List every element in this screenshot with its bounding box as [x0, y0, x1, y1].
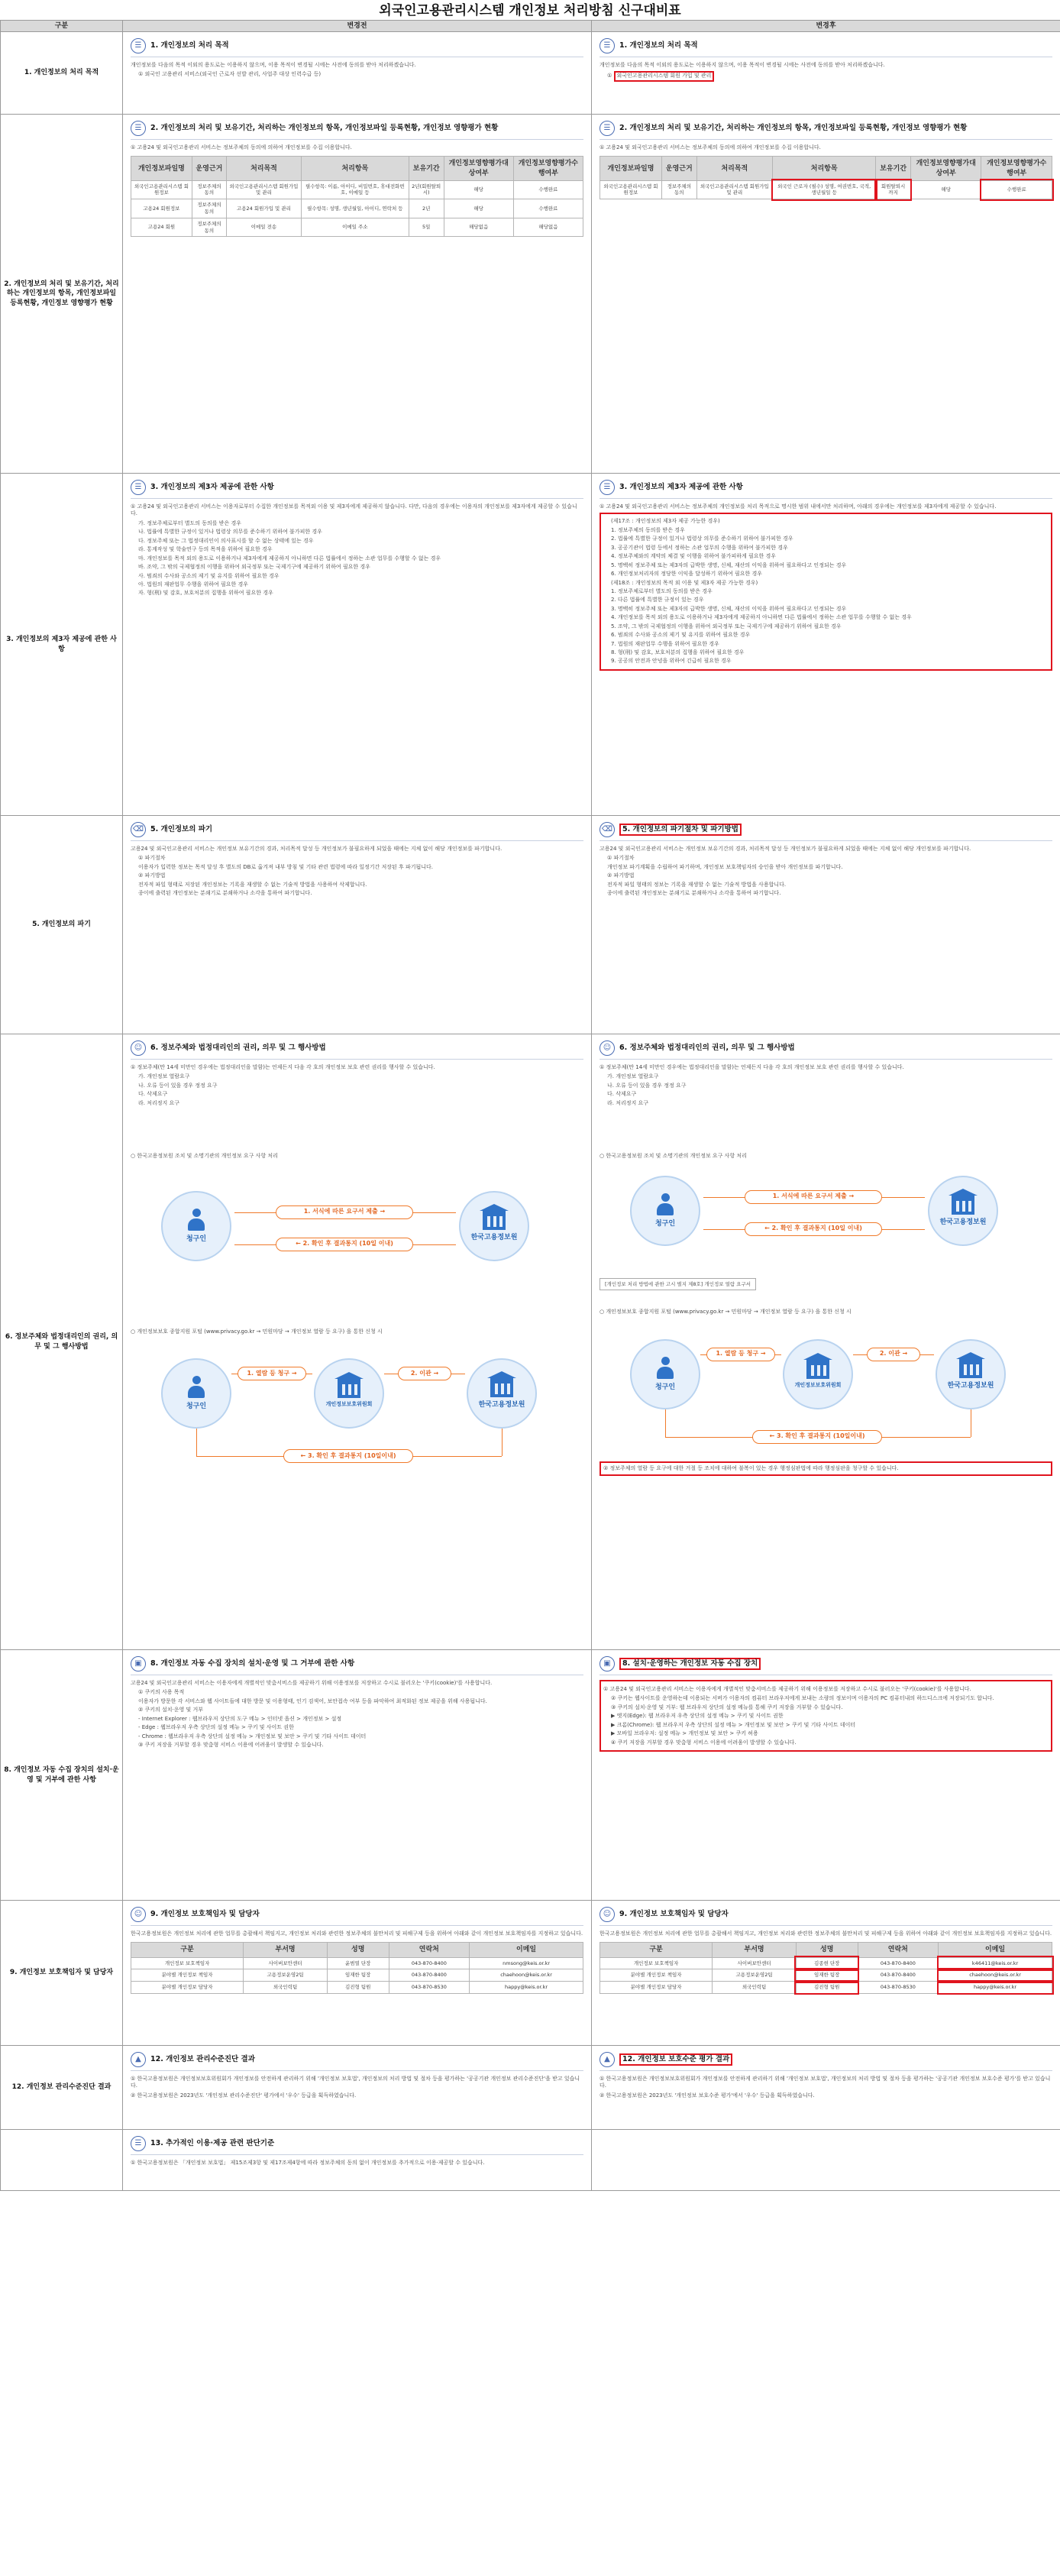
table-row [131, 218, 583, 237]
table-cell: 2년 [409, 199, 444, 218]
process-flow-1 [131, 1168, 583, 1298]
building-icon [490, 1377, 513, 1397]
table-header: 개인정보파일명 [600, 157, 662, 180]
header-category: 구분 [1, 21, 123, 32]
table-cell: 고용24 회원 [131, 218, 192, 237]
form-link[interactable]: [개인정보 처리 방법에 관한 고시 별지 제8호] 개인정보 열람 요구서 [599, 1278, 756, 1291]
table-cell: 사이버보안센터 [244, 1957, 328, 1969]
person-icon [186, 1376, 206, 1399]
table-row [600, 1982, 1052, 1994]
table-cell: 외국인력팀 [244, 1982, 328, 1994]
monitor-icon: ▣ [131, 1656, 146, 1671]
table-cell: chaehoon@keis.or.kr [470, 1969, 583, 1982]
table-header: 처리목적 [226, 157, 301, 180]
table-cell: 043-870-8530 [858, 1982, 939, 1994]
section-title: 12. 개인정보 보호수준 평가 결과 [619, 2053, 732, 2066]
list-item: 5. 조약, 그 밖의 국제협정의 이행을 위하여 외국정부 또는 국제기구에 제공하기 위하여 필요한 경우 [611, 623, 842, 629]
list-item: 2. 법률에 특별한 규정이 있거나 법령상 의무를 준수하기 위하여 불가피한 경우 [611, 536, 793, 542]
file-table-before [131, 156, 583, 237]
after-purpose: ☰ 1. 개인정보의 처리 목적 개인정보를 다음의 목적 이외의 용도로는 이용하지 않으며, 이용 목적이 변경될 시에는 사전에 동의를 받아 처리하겠습니다. ① 외국인고용관리시스템 회원 가입 및 관리 [592, 32, 1060, 115]
before-retention [123, 115, 592, 474]
agency-circle: 한국고용정보원 [467, 1358, 537, 1429]
paragraph: 한국고용정보원은 개인정보 처리에 관한 업무를 총괄해서 책임지고, 개인정보 처리와 관련한 정보주체의 불만처리 및 피해구제 등을 위하여 아래와 같이 개인정보 보호책임자를 지정하고 있습니다. [131, 1930, 583, 1937]
paragraph: ○ 개인정보보호 종합지원 포털 (www.privacy.go.kr → 민원마당 → 개인정보 열람 등 요구) 을 통한 신청 시 [599, 1309, 852, 1316]
section-title: 5. 개인정보의 파기 [150, 824, 213, 833]
flow-step: ← 2. 확인 후 결과통지 (10일 이내) [745, 1222, 882, 1236]
table-cell: 필수항목: 이름, 아이디, 비밀번호, 휴대전화번호, 이메일 등 [301, 180, 409, 199]
table-cell: 043-870-8530 [389, 1982, 470, 1994]
list-item: ▶ 크롬(Chrome): 웹 브라우저 우측 상단의 설정 메뉴 > 개인정보 및 보안 > 쿠키 및 기타 사이트 데이터 [611, 1721, 856, 1728]
list-item: 가. 개인정보 열람요구 [607, 1073, 659, 1080]
table-header: 부서명 [244, 1943, 328, 1957]
table-cell: happy@keis.or.kr [939, 1982, 1052, 1994]
list-item: 나. 오류 등이 있을 경우 정정 요구 [607, 1082, 687, 1089]
list-item: 6. 개인정보처리자의 정당한 이익을 달성하기 위하여 필요한 경우 [611, 571, 763, 578]
building-icon [806, 1359, 829, 1379]
paragraph: ② 한국고용정보원은 2023년도 '개인정보 관리수준진단' 평가에서 '우수' 등급을 획득하였습니다. [131, 2092, 357, 2099]
section-title: 3. 개인정보의 제3자 제공에 관한 사항 [619, 482, 743, 491]
section-title: 1. 개인정보의 처리 목적 [150, 40, 229, 50]
list-item: - Edge : 웹브라우저 우측 상단의 설정 메뉴 > 쿠키 및 사이트 권한 [138, 1724, 294, 1731]
table-header: 이메일 [939, 1943, 1052, 1957]
flow-step: 1. 열람 등 청구 → [706, 1348, 775, 1361]
table-cell: 사이버보안센터 [713, 1957, 797, 1969]
paragraph: ○ 한국고용정보원 조치 및 소명기관의 개인정보 요구 사항 처리 [131, 1153, 278, 1160]
table-header: 개인정보영향평가대상여부 [444, 157, 513, 180]
paragraph: ① 고용24 및 외국인고용관리 서비스는 정보주체의 동의에 의하여 개인정보를 수집 이용합니다. [131, 144, 352, 150]
table-cell: 김종현 단장 [796, 1957, 858, 1969]
table-cell: 김진형 팀원 [796, 1982, 858, 1994]
changed-highlight [599, 1680, 1052, 1752]
table-cell: 정보주체의 동의 [661, 180, 696, 199]
table-cell: 정보주체의 동의 [192, 218, 226, 237]
table-cell: 정보주체의 동의 [192, 180, 226, 199]
table-cell: 고용24 회원정보 [131, 199, 192, 218]
list-item: 6. 범죄의 수사와 공소의 제기 및 유지를 위하여 필요한 경우 [611, 632, 751, 639]
table-header: 성명 [796, 1943, 858, 1957]
table-cell: 분야별 개인정보 담당자 [600, 1982, 713, 1994]
flow-step: 1. 서식에 따른 요구서 제출 → [276, 1205, 413, 1219]
changed-highlight: ② 정보주체의 열람 등 요구에 대한 거절 등 조치에 대하여 불복이 있는 경우 행정심판법에 따라 행정심판을 청구할 수 있습니다. [599, 1461, 1052, 1476]
committee-circle: 개인정보보호위원회 [314, 1358, 384, 1429]
list-item: 7. 법원의 재판업무 수행을 위하여 필요한 경우 [611, 640, 719, 647]
list-item: ③ 쿠키 저장을 거부할 경우 맞춤형 서비스 이용에 어려움이 발생할 수 있습니다. [138, 1742, 324, 1749]
table-header: 부서명 [713, 1943, 797, 1957]
list-item: 가. 개인정보 열람요구 [138, 1073, 190, 1080]
table-header: 처리항목 [773, 157, 876, 180]
table-header: 처리항목 [301, 157, 409, 180]
row-label-third-party: 3. 개인정보의 제3자 제공에 관한 사항 [1, 474, 123, 816]
row-label-retention: 2. 개인정보의 처리 및 보유기간, 처리하는 개인정보의 항목, 개인정보파일 등록현황, 개인정보 영향평가 현황 [1, 115, 123, 474]
table-cell: 고용24 회원가입 및 관리 [226, 199, 301, 218]
before-destruction [123, 816, 592, 1034]
table-cell: 임재한 팀장 [796, 1969, 858, 1982]
table-cell: 해당없음 [444, 218, 513, 237]
officer-table-after [599, 1942, 1052, 1993]
monitor-icon: ▣ [599, 1656, 615, 1671]
list-item: 1. 정보주체의 동의를 받은 경우 [611, 526, 685, 533]
row-label-assessment: 12. 개인정보 관리수준진단 결과 [1, 2046, 123, 2130]
paragraph: 고용24 및 외국인고용관리 서비스는 개인정보 보유기간의 경과, 처리목적 달성 등 개인정보가 불필요하게 되었을 때에는 지체 없이 해당 개인정보를 파기합니다. [131, 846, 503, 852]
section-title: 8. 개인정보 자동 수집 장치의 설치·운영 및 그 거부에 관한 사항 [150, 1659, 355, 1668]
table-cell: k46411@keis.or.kr [939, 1957, 1052, 1969]
list-item: 전자적 파일 형태로 저장된 개인정보는 기록을 재생할 수 없는 기술적 방법을 사용하여 삭제합니다. [138, 881, 367, 888]
paragraph: 고용24 및 외국인고용관리 서비스는 개인정보 보유기간의 경과, 처리목적 달성 등 개인정보가 불필요하게 되었을 때에는 지체 없이 해당 개인정보를 파기합니다. [599, 846, 971, 852]
list-item: 나. 오류 등이 있을 경우 정정 요구 [138, 1082, 218, 1089]
list-item: ③ 쿠키의 설치·운영 및 거부: 웹 브라우저 상단의 설정 메뉴를 통해 쿠키 저장을 거부할 수 있습니다. [611, 1704, 843, 1710]
document-title: 외국인고용관리시스템 개인정보 처리방침 신구대비표 [379, 3, 681, 18]
list-item: 라. 처리정지 요구 [138, 1099, 180, 1106]
table-cell: 외국인력팀 [713, 1982, 797, 1994]
table-cell: 임재한 팀장 [327, 1969, 389, 1982]
table-row [600, 1957, 1052, 1969]
table-cell: 043-870-8400 [858, 1969, 939, 1982]
agency-circle: 한국고용정보원 [936, 1339, 1006, 1409]
before-third-party [123, 474, 592, 816]
after-officer [592, 1901, 1060, 2046]
paragraph: ① 정보주체(만 14세 미만인 경우에는 법정대리인을 말함)는 언제든지 다음 각 호의 개인정보 보호 관련 권리를 행사할 수 있습니다. [131, 1064, 435, 1070]
table-header: 운영근거 [661, 157, 696, 180]
table-cell: 외국인고용관리시스템 회원가입 및 관리 [226, 180, 301, 199]
table-header: 구분 [600, 1943, 713, 1957]
list-item: ① 외국인 고용관리 서비스(외국인 근로자 선발 관리, 사업주 대상 인력수급 등) [138, 71, 322, 78]
process-flow-2 [131, 1343, 583, 1473]
table-row [131, 1957, 583, 1969]
after-destruction [592, 816, 1060, 1034]
table-cell: 수행완료 [513, 199, 583, 218]
table-cell: happy@keis.or.kr [470, 1982, 583, 1994]
table-header: 개인정보영향평가대상여부 [910, 157, 981, 180]
table-cell: 수행완료 [513, 180, 583, 199]
list-item: 4. 정보주체와의 계약의 체결 및 이행을 위하여 불가피하게 필요한 경우 [611, 553, 777, 560]
file-table-after [599, 156, 1052, 199]
flow-step: ← 3. 확인 후 결과통지 (10일이내) [283, 1449, 413, 1463]
section-title: 1. 개인정보의 처리 목적 [619, 40, 698, 50]
section-title: 2. 개인정보의 처리 및 보유기간, 처리하는 개인정보의 항목, 개인정보파일 등록현황, 개인정보 영향평가 현황 [619, 123, 968, 132]
list-item: 아. 법원의 재판업무 수행을 위하여 필요한 경우 [138, 581, 249, 587]
document-icon: ☰ [599, 38, 615, 53]
list-item: ▶ 엣지(Edge): 웹 브라우저 우측 상단의 설정 메뉴 > 쿠키 및 사이트 권한 [611, 1713, 784, 1720]
paragraph: ① 한국고용정보원은 개인정보보호위원회가 개인정보를 안전하게 관리하기 위해 '개인정보 보호법', 개인정보의 처리 방법 및 절차 등을 평가하는 '공공기관 개인정보 관리수준진단'을 받고 있습니다. [131, 2076, 580, 2089]
table-cell: 5일 [409, 218, 444, 237]
after-cookies [592, 1650, 1060, 1901]
list-item: 자. 형(刑) 및 감호, 보호처분의 집행을 위하여 필요한 경우 [138, 590, 273, 597]
list-item: 이용자가 입력한 정보는 목적 달성 후 별도의 DB로 옮겨져 내부 방침 및 기타 관련 법령에 따라 일정기간 저장된 후 파기됩니다. [138, 863, 434, 870]
table-row [600, 1969, 1052, 1982]
table-cell: 해당없음 [513, 218, 583, 237]
before-rights [123, 1034, 592, 1650]
table-cell: nmsong@keis.or.kr [470, 1957, 583, 1969]
list-item: 전자적 파일 형태의 정보는 기록을 재생할 수 없는 기술적 방법을 사용합니다. [607, 881, 787, 888]
section-title: 8. 설치·운영하는 개인정보 자동 수집 장치 [619, 1658, 761, 1671]
section-title: 6. 정보주체와 법정대리인의 권리, 의무 및 그 행사방법 [619, 1043, 795, 1052]
person-icon [186, 1209, 206, 1231]
list-item: 5. 명백히 정보주체 또는 제3자의 급박한 생명, 신체, 재산의 이익을 위하여 필요하다고 인정되는 경우 [611, 561, 847, 568]
section-title: 9. 개인정보 보호책임자 및 담당자 [150, 1909, 260, 1918]
table-cell: 분야별 개인정보 책임자 [600, 1969, 713, 1982]
flow-step: 2. 이관 → [867, 1348, 920, 1361]
table-cell: 개인정보 보호책임자 [600, 1957, 713, 1969]
user-icon: ☺ [131, 1040, 146, 1056]
document-icon: ☰ [131, 480, 146, 495]
list-item: (제17조 : 개인정보의 제3자 제공 가능한 경우) [611, 518, 720, 525]
paragraph: ① 고용24 및 외국인고용관리 서비스는 정보주체의 개인정보를 처리 목적으로 명시한 범위 내에서만 처리하며, 아래의 경우에는 개인정보를 제3자에게 제공할 수 있습니다. [599, 503, 997, 510]
paragraph: ① 정보주체(만 14세 미만인 경우에는 법정대리인을 말함)는 언제든지 다음 각 호의 개인정보 보호 관련 권리를 행사할 수 있습니다. [599, 1064, 904, 1070]
table-cell: 윤범열 단장 [327, 1957, 389, 1969]
table-cell: 외국인 근로자 (필수) 성명, 여권번호, 국적, 생년월일 등 [773, 180, 876, 199]
person-icon [655, 1193, 675, 1216]
requester-circle: 청구인 [630, 1339, 700, 1409]
table-header: 성명 [327, 1943, 389, 1957]
list-item: 2. 다른 법률에 특별한 규정이 있는 경우 [611, 597, 704, 604]
paragraph: 고용24 및 외국인고용관리 서비스는 이용자에게 개별적인 맞춤서비스를 제공하기 위해 이용정보를 저장하고 수시로 불러오는 '쿠키(cookie)'를 사용합니다. [131, 1680, 493, 1686]
table-cell: 043-870-8400 [389, 1969, 470, 1982]
list-item: 라. 통계작성 및 학술연구 등의 목적을 위하여 필요한 경우 [138, 546, 273, 553]
row-label-officer: 9. 개인정보 보호책임자 및 담당자 [1, 1901, 123, 2046]
after-additional [592, 2130, 1060, 2191]
list-item: ② 파기방법 [607, 872, 635, 879]
building-icon [483, 1210, 506, 1230]
document-icon: ☰ [131, 38, 146, 53]
paragraph: 한국고용정보원은 개인정보 처리에 관한 업무를 총괄해서 책임지고, 개인정보 처리와 관련한 정보주체의 불만처리 및 피해구제 등을 위하여 아래와 같이 개인정보 보호책임자를 지정하고 있습니다. [599, 1930, 1052, 1937]
section-title: 13. 추가적인 이용·제공 관련 판단기준 [150, 2138, 275, 2147]
table-cell: 수행완료 [981, 180, 1052, 199]
row-label-destruction: 5. 개인정보의 파기 [1, 816, 123, 1034]
section-title: 3. 개인정보의 제3자 제공에 관한 사항 [150, 482, 274, 491]
paragraph: ② 한국고용정보원은 2023년도 '개인정보 보호수준 평가'에서 '우수' 등급을 획득하였습니다. [599, 2092, 815, 2099]
list-item: (제18조 : 개인정보의 목적 외 이용 및 제3자 제공 가능한 경우) [611, 579, 758, 586]
after-retention [592, 115, 1060, 474]
paragraph: ① 한국고용정보원은 개인정보보호위원회가 개인정보를 안전하게 관리하기 위해 '개인정보 보호법', 개인정보의 처리 방법 및 절차 등을 평가하는 '공공기관 개인정보 보호수준 평가'를 받고 있습니다. [599, 2076, 1051, 2089]
comparison-table [0, 20, 1060, 2191]
paragraph: ○ 한국고용정보원 조치 및 소명기관의 개인정보 요구 사항 처리 [599, 1153, 747, 1160]
before-cookies [123, 1650, 592, 1901]
changed-highlight: 외국인고용관리시스템 회원 가입 및 관리 [614, 71, 715, 81]
header-before: 변경전 [123, 21, 592, 32]
table-cell: 외국인고용관리시스템 회원정보 [131, 180, 192, 199]
after-assessment [592, 2046, 1060, 2130]
list-item: ② 파기방법 [138, 872, 166, 879]
list-item: ④ 쿠키 저장을 거부할 경우 맞춤형 서비스 이용에 어려움이 발생할 수 있습니다. [611, 1739, 797, 1746]
rights-list [131, 1073, 583, 1107]
table-cell: 이메일 전송 [226, 218, 301, 237]
table-cell: 정보주체의 동의 [192, 199, 226, 218]
changed-highlight [599, 513, 1052, 670]
table-header: 운영근거 [192, 157, 226, 180]
list-item: 라. 처리정지 요구 [607, 1099, 649, 1106]
user-icon: ☺ [599, 1040, 615, 1056]
requester-circle: 청구인 [161, 1358, 231, 1429]
building-icon [959, 1358, 982, 1378]
list-item: - Internet Explorer : 웹브라우저 상단의 도구 메뉴 > 인터넷 옵션 > 개인정보 > 설정 [138, 1715, 342, 1722]
list-item: 이용자가 방문한 각 서비스와 웹 사이트들에 대한 방문 및 이용형태, 인기 검색어, 보안접속 여부 등을 파악하여 최적화된 정보 제공을 위해 사용됩니다. [138, 1697, 487, 1704]
rights-list [599, 1073, 1052, 1107]
flow-step: 1. 열람 등 청구 → [238, 1367, 306, 1380]
table-cell: 해당 [910, 180, 981, 199]
list-item: 4. 개인정보를 목적 외의 용도로 이용하거나 제3자에게 제공하지 아니하면 다른 법률에서 정하는 소관 업무를 수행할 수 없는 경우 [611, 614, 912, 621]
table-cell: 개인정보 보호책임자 [131, 1957, 244, 1969]
building-icon [952, 1195, 974, 1215]
table-cell: 필수항목: 성명, 생년월일, 아이디, 연락처 등 [301, 199, 409, 218]
list-item: 종이에 출력된 개인정보는 분쇄기로 분쇄하거나 소각을 통하여 파기합니다. [607, 890, 781, 897]
table-cell: 회원탈퇴시 까지 [876, 180, 911, 199]
table-header: 개인정보영향평가수행여부 [513, 157, 583, 180]
table-cell: 이메일 주소 [301, 218, 409, 237]
after-rights [592, 1034, 1060, 1650]
table-cell: 043-870-8400 [389, 1957, 470, 1969]
table-cell: 분야별 개인정보 책임자 [131, 1969, 244, 1982]
paragraph: ① 고용24 및 외국인고용관리 서비스는 이용자에게 개별적인 맞춤서비스를 제공하기 위해 이용정보를 저장하고 수시로 불러오는 '쿠키(cookie)'를 사용합니다. [603, 1686, 971, 1692]
flow-step: 1. 서식에 따른 요구서 제출 → [745, 1190, 882, 1204]
table-cell: 외국인고용관리시스템 회원가입 및 관리 [696, 180, 772, 199]
officer-table-before [131, 1942, 583, 1993]
list-item: 마. 개인정보를 목적 외의 용도로 이용하거나 제3자에게 제공하지 아니하면 다른 법률에서 정하는 소관 업무를 수행할 수 없는 경우 [138, 555, 441, 561]
table-header: 연락처 [858, 1943, 939, 1957]
section-title: 5. 개인정보의 파기절차 및 파기방법 [619, 824, 742, 837]
paragraph: 개인정보를 다음의 목적 이외의 용도로는 이용하지 않으며, 이용 목적이 변경될 시에는 사전에 동의를 받아 처리하겠습니다. [599, 62, 885, 68]
flow-step: 2. 이관 → [398, 1367, 451, 1380]
after-third-party [592, 474, 1060, 816]
table-cell: 김진형 팀원 [327, 1982, 389, 1994]
list-item: ② 쿠키의 설치·운영 및 거부 [138, 1707, 204, 1714]
chart-icon: ▲ [131, 2052, 146, 2067]
table-header: 보유기간 [876, 157, 911, 180]
row-label-cookies: 8. 개인정보 자동 수집 장치의 설치·운영 및 거부에 관한 사항 [1, 1650, 123, 1901]
process-flow-2 [599, 1324, 1052, 1454]
list-item: ① 파기절차 [138, 855, 166, 862]
list-item: ▶ 모바일 브라우저: 설정 메뉴 > 개인정보 및 보안 > 쿠키 허용 [611, 1730, 758, 1737]
user-icon: ☺ [599, 1907, 615, 1922]
table-cell: 고용정보운영2팀 [713, 1969, 797, 1982]
trash-icon: ⌫ [599, 822, 615, 837]
list-item: 다. 정보주체 또는 그 법정대리인이 의사표시를 할 수 없는 상태에 있는 경우 [138, 537, 314, 544]
table-header: 구분 [131, 1943, 244, 1957]
table-header: 보유기간 [409, 157, 444, 180]
paragraph: ○ 개인정보보호 종합지원 포털 (www.privacy.go.kr → 민원마당 → 개인정보 열람 등 요구) 을 통한 신청 시 [131, 1328, 383, 1335]
before-additional [123, 2130, 592, 2191]
list-item: 3. 공공기관이 법령 등에서 정하는 소관 업무의 수행을 위하여 불가피한 경우 [611, 544, 788, 551]
section-title: 2. 개인정보의 처리 및 보유기간, 처리하는 개인정보의 항목, 개인정보파일 등록현황, 개인정보 영향평가 현황 [150, 123, 499, 132]
section-title: 9. 개인정보 보호책임자 및 담당자 [619, 1909, 729, 1918]
flow-step: ← 2. 확인 후 결과통지 (10일 이내) [276, 1238, 413, 1251]
requester-circle: 청구인 [161, 1191, 231, 1261]
table-header: 처리목적 [696, 157, 772, 180]
list-item: ① 파기절차 [607, 855, 635, 862]
table-cell: 고용정보운영2팀 [244, 1969, 328, 1982]
list-item: 나. 법률에 특별한 규정이 있거나 법령상 의무를 준수하기 위하여 불가피한 경우 [138, 529, 322, 536]
chart-icon: ▲ [599, 2052, 615, 2067]
before-assessment [123, 2046, 592, 2130]
table-header: 개인정보영향평가수행여부 [981, 157, 1052, 180]
table-header: 이메일 [470, 1943, 583, 1957]
table-cell: chaehoon@keis.or.kr [939, 1969, 1052, 1982]
list-item: 다. 삭제요구 [607, 1091, 637, 1098]
list-item: 1. 정보주체로부터 별도의 동의를 받은 경우 [611, 587, 713, 594]
paragraph: ① 한국고용정보원은 「개인정보 보호법」 제15조제3항 및 제17조제4항에 따라 정보주체의 동의 없이 개인정보를 추가적으로 이용·제공할 수 있습니다. [131, 2160, 485, 2166]
building-icon [338, 1378, 360, 1398]
paragraph: 개인정보를 다음의 목적 이외의 용도로는 이용하지 않으며, 이용 목적이 변경될 시에는 사전에 동의를 받아 처리하겠습니다. [131, 62, 416, 68]
before-officer [123, 1901, 592, 2046]
list-item: 가. 정보주체로부터 별도의 동의를 받은 경우 [138, 519, 242, 526]
list-item: ② 쿠키는 웹사이트를 운영하는데 이용되는 서버가 이용자의 컴퓨터 브라우저에게 보내는 소량의 정보이며 이용자의 PC 컴퓨터내의 하드디스크에 저장되기도 합니다. [611, 1695, 994, 1702]
user-icon: ☺ [131, 1907, 146, 1922]
header-after: 변경후 [592, 21, 1060, 32]
table-row [131, 199, 583, 218]
table-row [600, 180, 1052, 199]
person-icon [655, 1357, 675, 1380]
table-cell: 해당 [444, 180, 513, 199]
list-item: 3. 명백히 정보주체 또는 제3자의 급박한 생명, 신체, 재산의 이익을 위하여 필요하다고 인정되는 경우 [611, 605, 847, 612]
list-item: 바. 조약, 그 밖의 국제협정의 이행을 위하여 외국정부 또는 국제기구에 제공하기 위하여 필요한 경우 [138, 564, 370, 571]
table-cell: 043-870-8400 [858, 1957, 939, 1969]
document-icon: ☰ [599, 480, 615, 495]
document-icon: ☰ [131, 2136, 146, 2151]
table-row [131, 180, 583, 199]
trash-icon: ⌫ [131, 822, 146, 837]
agency-circle: 한국고용정보원 [459, 1191, 529, 1261]
document-icon: ☰ [599, 121, 615, 136]
list-item: 개인정보 파기계획을 수립하여 파기하며, 개인정보 보호책임자의 승인을 받아 개인정보를 파기합니다. [607, 863, 843, 870]
table-cell: 2년(회원탈퇴시) [409, 180, 444, 199]
row-label-rights: 6. 정보주체와 법정대리인의 권리, 의무 및 그 행사방법 [1, 1034, 123, 1650]
paragraph: ① 고용24 및 외국인고용관리 서비스는 정보주체의 동의에 의하여 개인정보를 수집 이용합니다. [599, 144, 821, 150]
list-item: 8. 형(刑) 및 감호, 보호처분의 집행을 위하여 필요한 경우 [611, 649, 745, 655]
agency-circle: 한국고용정보원 [928, 1176, 998, 1246]
table-header: 연락처 [389, 1943, 470, 1957]
list-item: 9. 공공의 안전과 안녕을 위하여 긴급히 필요한 경우 [611, 658, 732, 665]
table-cell: 해당 [444, 199, 513, 218]
document-icon: ☰ [131, 121, 146, 136]
section-title: 6. 정보주체와 법정대리인의 권리, 의무 및 그 행사방법 [150, 1043, 326, 1052]
table-cell: 분야별 개인정보 담당자 [131, 1982, 244, 1994]
flow-step: ← 3. 확인 후 결과통지 (10일이내) [752, 1430, 882, 1444]
row-label-purpose: 1. 개인정보의 처리 목적 [1, 32, 123, 115]
list-item: - Chrome : 웹브라우저 우측 상단의 설정 메뉴 > 개인정보 및 보안 > 쿠키 및 기타 사이트 데이터 [138, 1733, 367, 1739]
process-flow-1 [599, 1168, 1052, 1267]
list-item: 사. 범죄의 수사와 공소의 제기 및 유지를 위하여 필요한 경우 [138, 572, 280, 579]
paragraph: ① 고용24 및 외국인고용관리 서비스는 이용자로부터 수집한 개인정보를 목적외 이용 및 제3자에게 제공하지 않습니다. 다만, 다음의 경우에는 이용자의 개인정보를 제3자에게 제공할 수 있습니다. [131, 503, 577, 517]
section-title: 12. 개인정보 관리수준진단 결과 [150, 2054, 255, 2063]
list-item: 종이에 출력된 개인정보는 분쇄기로 분쇄하거나 소각을 통하여 파기합니다. [138, 890, 312, 897]
requester-circle: 청구인 [630, 1176, 700, 1246]
committee-circle: 개인정보보호위원회 [783, 1339, 853, 1409]
before-purpose [123, 32, 592, 115]
table-row [131, 1969, 583, 1982]
table-cell: 외국인고용관리시스템 회원정보 [600, 180, 662, 199]
table-row [131, 1982, 583, 1994]
list-item: 다. 삭제요구 [138, 1091, 168, 1098]
table-header: 개인정보파일명 [131, 157, 192, 180]
list-item: ① 쿠키의 사용 목적 [138, 1689, 185, 1696]
row-label-additional [1, 2130, 123, 2191]
